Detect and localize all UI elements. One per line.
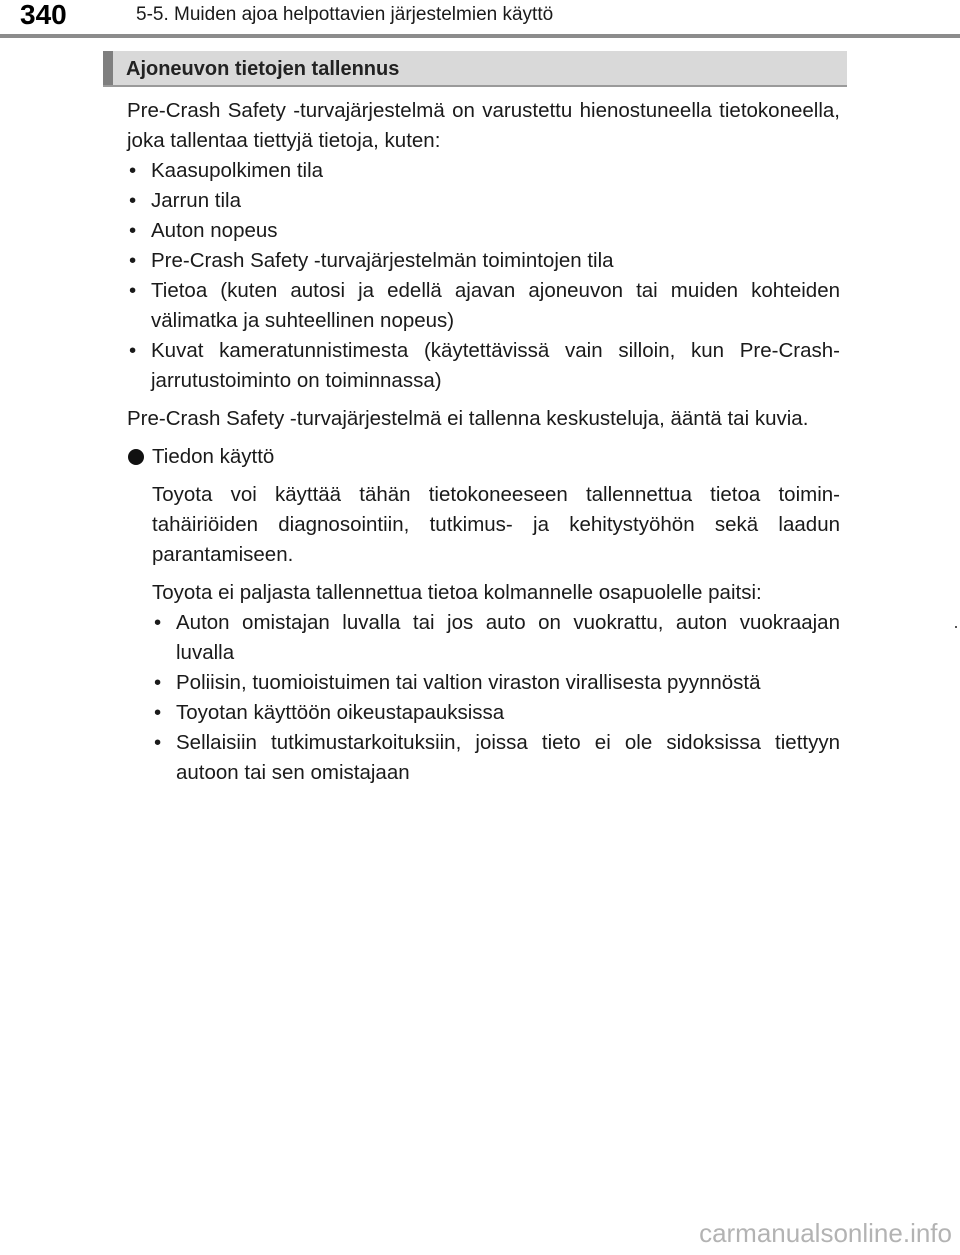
- list-item: • Kaasupolkimen tila: [151, 156, 840, 186]
- list-item: • Poliisin, tuomioistuimen tai valtion viraston virallisesta pyynnöstä: [176, 668, 840, 698]
- margin-mark: [955, 626, 957, 628]
- list-item: • Auton omistajan luvalla tai jos auto on vuokrattu, auton vuokraajan luvalla: [176, 608, 840, 668]
- section-heading-text: Ajoneuvon tietojen tallennus: [126, 58, 400, 80]
- list-item: • Jarrun tila: [151, 186, 840, 216]
- not-recorded-paragraph: Pre-Crash Safety -turvajärjestelmä ei tallenna keskusteluja, ääntä tai kuvia.: [127, 407, 809, 430]
- section-heading: [103, 51, 847, 87]
- recorded-items-list: [127, 156, 840, 396]
- bullet-icon: •: [129, 219, 137, 242]
- bullet-icon: •: [129, 189, 137, 212]
- disclosure-list: [127, 608, 840, 788]
- page-number: 340: [20, 0, 67, 30]
- list-item: • Tietoa (kuten autosi ja edellä ajavan ajoneuvon tai muiden kohteiden välimatka ja suhteellinen nopeus): [151, 276, 840, 336]
- main-content: [127, 96, 840, 788]
- intro-paragraph: Pre-Crash Safety -turvajärjestelmä on varustettu hienostuneella tietokoneella, joka tallentaa tiettyjä tietoja, kuten:: [127, 99, 840, 152]
- bullet-icon: •: [129, 339, 137, 362]
- header-divider: [0, 34, 960, 38]
- section-heading-bar: [103, 51, 113, 85]
- list-item: • Auton nopeus: [151, 216, 840, 246]
- bullet-icon: •: [154, 701, 162, 724]
- list-item: • Pre-Crash Safety -turvajärjestelmän toimintojen tila: [151, 246, 840, 276]
- list-item: • Toyotan käyttöön oikeustapauksissa: [176, 698, 840, 728]
- watermark: carmanualsonline.info: [699, 1218, 952, 1248]
- bullet-icon: •: [154, 671, 162, 694]
- bullet-icon: •: [129, 249, 137, 272]
- bullet-icon: •: [129, 159, 137, 182]
- disclosure-intro: Toyota ei paljasta tallennettua tietoa kolmannelle osapuolelle paitsi:: [152, 581, 762, 604]
- list-item: • Sellaisiin tutkimustarkoituksiin, joissa tieto ei ole sidoksissa tiettyyn autoon tai sen omistajaan: [176, 728, 840, 788]
- bullet-icon: •: [154, 731, 162, 754]
- data-usage-heading: Tiedon käyttö: [127, 442, 840, 472]
- data-usage-paragraph: Toyota voi käyttää tähän tietokoneeseen tallennettua tietoa toimintahäiriöiden diagnosointiin, tutkimus- ja kehitystyöhön sekä laadun parantamiseen.: [152, 483, 840, 566]
- chapter-title: 5-5. Muiden ajoa helpottavien järjestelmien käyttö: [136, 4, 554, 25]
- filled-circle-icon: [128, 449, 144, 465]
- list-item: • Kuvat kameratunnistimesta (käytettävissä vain silloin, kun Pre-Crash-jarrutustoiminto on toiminnassa): [151, 336, 840, 396]
- bullet-icon: •: [129, 279, 137, 302]
- bullet-icon: •: [154, 611, 162, 634]
